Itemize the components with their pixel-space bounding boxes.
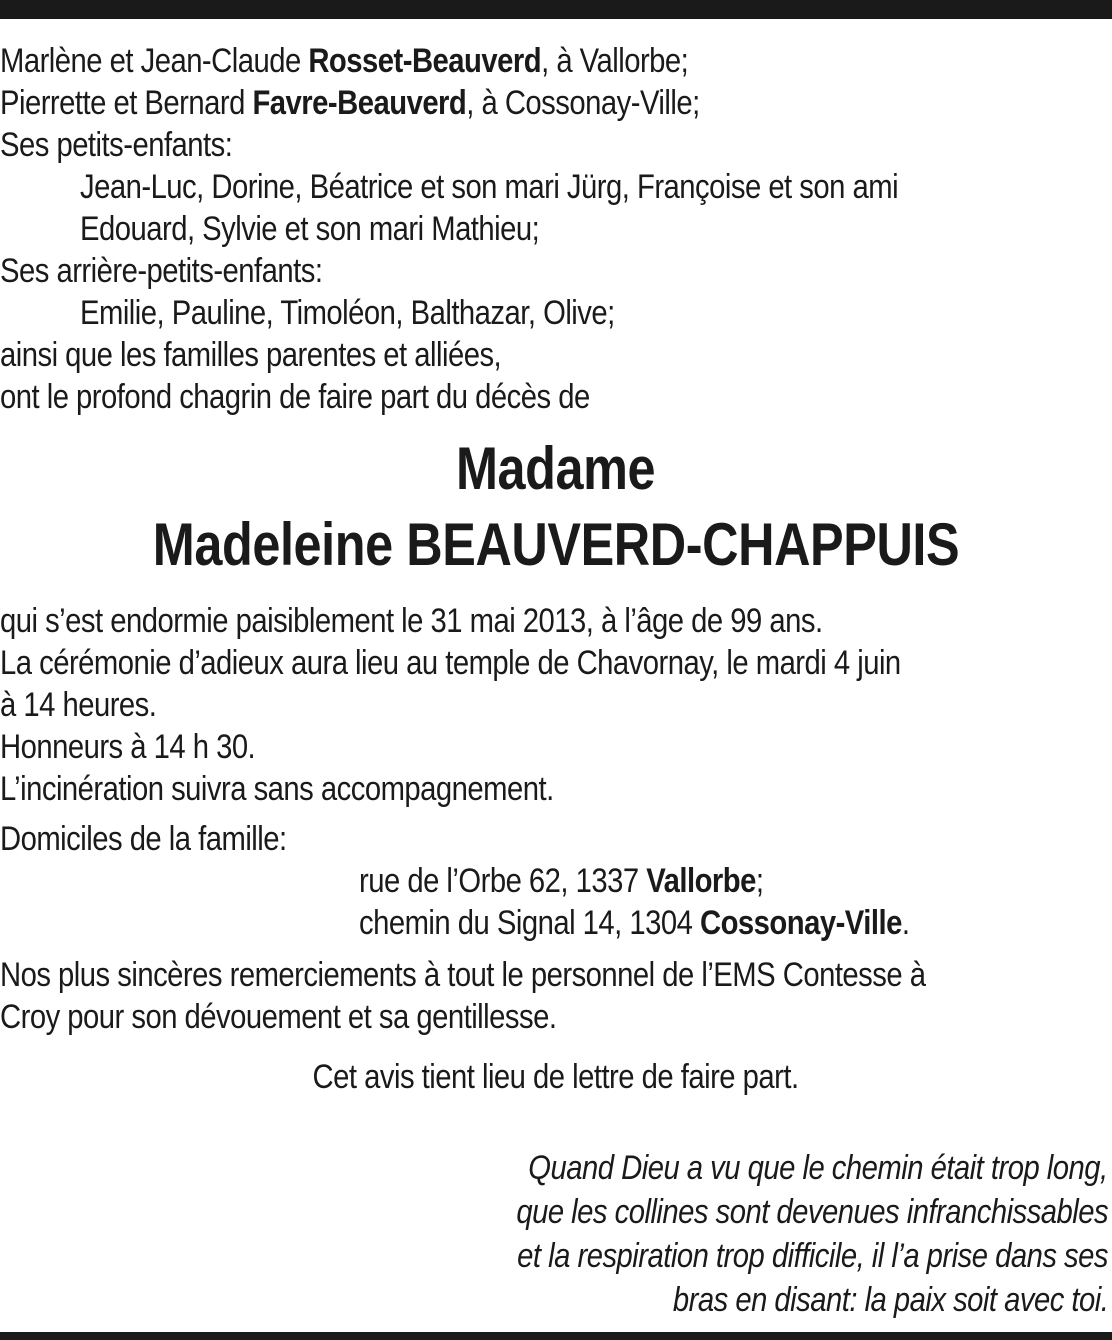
top-rule xyxy=(0,0,1112,19)
great-grandchildren-label: Ses arrière-petits-enfants: xyxy=(0,252,323,290)
domicile-address-1-punct: ; xyxy=(755,862,764,900)
domicile-address-2-city: Cossonay-Ville xyxy=(699,904,902,942)
family-line-rosset-suffix: , à Vallorbe; xyxy=(541,42,689,80)
poem-line-3: et la respiration trop difficile, il l’a prise dans ses xyxy=(517,1237,1108,1275)
deceased-name-text: Madeleine BEAUVERD-CHAPPUIS xyxy=(152,511,960,578)
family-line-favre-suffix: , à Cossonay-Ville; xyxy=(466,84,700,122)
details-line-5: L’incinération suivra sans accompagnement. xyxy=(0,770,554,808)
grandchildren-line-2: Edouard, Sylvie et son mari Mathieu; xyxy=(80,210,540,248)
poem-line-2: que les collines sont devenues infranchissables xyxy=(516,1193,1108,1231)
notice-text: Cet avis tient lieu de lettre de faire part. xyxy=(312,1058,800,1096)
poem-line-1: Quand Dieu a vu que le chemin était trop long, xyxy=(528,1149,1108,1187)
family-line-rosset xyxy=(0,40,688,82)
deceased-title-text: Madame xyxy=(456,435,656,502)
details-line-2: La cérémonie d’adieux aura lieu au temple de Chavornay, le mardi 4 juin xyxy=(0,644,901,682)
notice-line xyxy=(0,1056,1112,1098)
deceased-title xyxy=(0,436,1112,502)
domicile-address-1 xyxy=(359,860,763,902)
family-name-favre: Favre-Beauverd xyxy=(252,84,467,122)
domicile-address-1-city: Vallorbe xyxy=(646,862,756,900)
announcement-line: ont le profond chagrin de faire part du décès de xyxy=(0,378,590,416)
domicile-address-2-street: chemin du Signal 14, 1304 xyxy=(359,904,700,942)
poem-line-4: bras en disant: la paix soit avec toi. xyxy=(672,1281,1108,1319)
domicile-address-2 xyxy=(359,902,909,944)
relatives-line: ainsi que les familles parentes et alliées, xyxy=(0,336,502,374)
details-line-3: à 14 heures. xyxy=(0,686,157,724)
thanks-line-1: Nos plus sincères remerciements à tout le personnel de l’EMS Contesse à xyxy=(0,956,926,994)
great-grandchildren-line: Emilie, Pauline, Timoléon, Balthazar, Olive; xyxy=(80,294,615,332)
domicile-address-1-street: rue de l’Orbe 62, 1337 xyxy=(359,862,647,900)
domicile-address-2-punct: . xyxy=(901,904,910,942)
family-line-favre xyxy=(0,82,700,124)
family-line-rosset-prefix: Marlène et Jean-Claude xyxy=(0,42,309,80)
details-line-4: Honneurs à 14 h 30. xyxy=(0,728,256,766)
deceased-name xyxy=(0,512,1112,578)
details-line-1: qui s’est endormie paisiblement le 31 mai 2013, à l’âge de 99 ans. xyxy=(0,602,823,640)
family-name-rosset: Rosset-Beauverd xyxy=(308,42,542,80)
grandchildren-line-1: Jean-Luc, Dorine, Béatrice et son mari Jürg, Françoise et son ami xyxy=(80,168,899,206)
thanks-line-2: Croy pour son dévouement et sa gentillesse. xyxy=(0,998,557,1036)
grandchildren-label: Ses petits-enfants: xyxy=(0,126,233,164)
bottom-rule xyxy=(0,1332,1112,1340)
domiciles-label: Domiciles de la famille: xyxy=(0,820,287,858)
family-line-favre-prefix: Pierrette et Bernard xyxy=(0,84,253,122)
